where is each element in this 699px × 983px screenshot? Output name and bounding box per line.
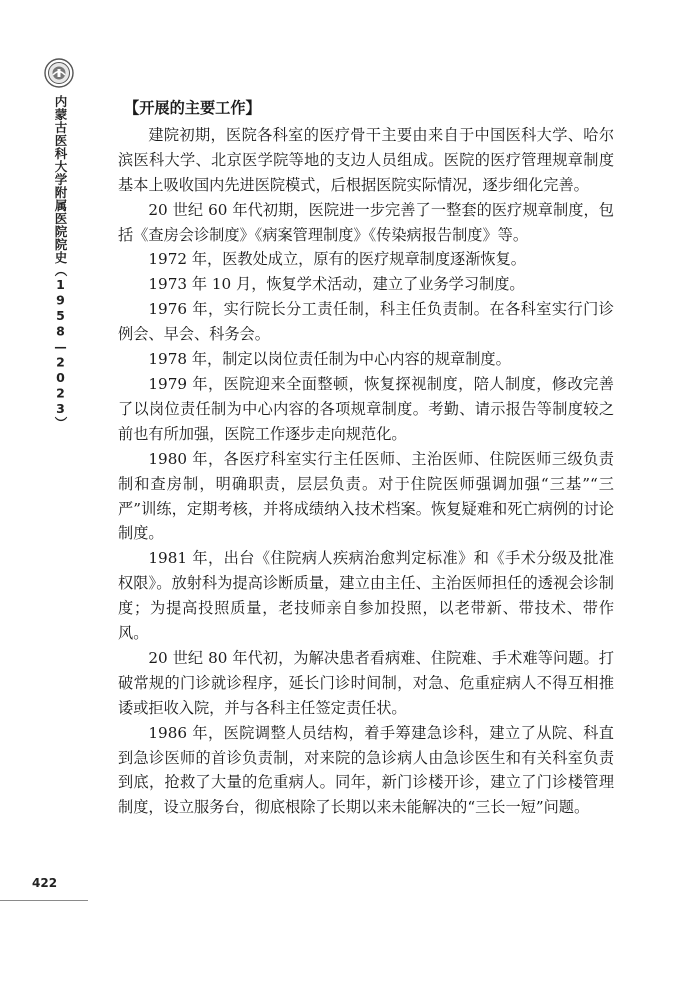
paragraph: 1986 年，医院调整人员结构，着手筹建急诊科，建立了从院、科直到急诊医师的首诊负责制，对来院的急诊病人由急诊医生和有关科室负责到底，抢救了大量的危重病人。同年，新门诊楼开诊，建立了门诊楼管理制度，设立服务台，彻底根除了长期以来未能解决的“三长一短”问题。 <box>118 723 614 817</box>
paragraph: 建院初期，医院各科室的医疗骨干主要由来自于中国医科大学、哈尔滨医科大学、北京医学院等地的支边人员组成。医院的医疗管理规章制度基本上吸收国内先进医院模式，后根据医院实际情况，逐步细化完善。 <box>118 125 614 194</box>
section-heading: 【开展的主要工作】 <box>124 99 261 117</box>
university-logo-icon <box>44 58 74 88</box>
paragraph: 1976 年，实行院长分工责任制，科主任负责制。在各科室实行门诊例会、早会、科务会。 <box>118 300 614 344</box>
paragraph: 1979 年，医院迎来全面整顿，恢复探视制度，陪人制度，修改完善了以岗位责任制为中心内容的各项规章制度。考勤、请示报告等制度较之前也有所加强，医院工作逐步走向规范化。 <box>118 374 614 443</box>
page-number: 422 <box>32 876 58 890</box>
paragraph: 1973 年 10 月，恢复学术活动，建立了业务学习制度。 <box>148 275 525 294</box>
paragraph: 1978 年，制定以岗位责任制为中心内容的规章制度。 <box>148 350 511 369</box>
page-number-rule <box>0 900 88 901</box>
paragraph: 1980 年，各医疗科室实行主任医师、主治医师、住院医师三级负责制和查房制，明确职责，层层负责。对于住院医师强调加强“三基”“三严”训练，定期考核，并将成绩纳入技术档案。恢复疑难和死亡病例的讨论制度。 <box>118 449 614 543</box>
paragraph: 1981 年，出台《住院病人疾病治愈判定标准》和《手术分级及批准权限》。放射科为提高诊断质量，建立由主任、主治医师担任的透视会诊制度；为提高投照质量，老技师亲自参加投照，以老带新、带技术、带作风。 <box>118 549 614 643</box>
page-content <box>118 96 614 820</box>
paragraph: 1972 年，医教处成立，原有的医疗规章制度逐渐恢复。 <box>148 250 526 269</box>
running-title: 内蒙古医科大学附属医院院史（1958—2023） <box>53 95 68 430</box>
paragraph: 20 世纪 60 年代初期，医院进一步完善了一整套的医疗规章制度，包括《查房会诊制度》《病案管理制度》《传染病报告制度》等。 <box>118 200 614 244</box>
paragraph: 20 世纪 80 年代初，为解决患者看病难、住院难、手术难等问题。打破常规的门诊就诊程序，延长门诊时间制，对急、危重症病人不得互相推诿或拒收入院，并与各科主任签定责任状。 <box>118 648 614 717</box>
